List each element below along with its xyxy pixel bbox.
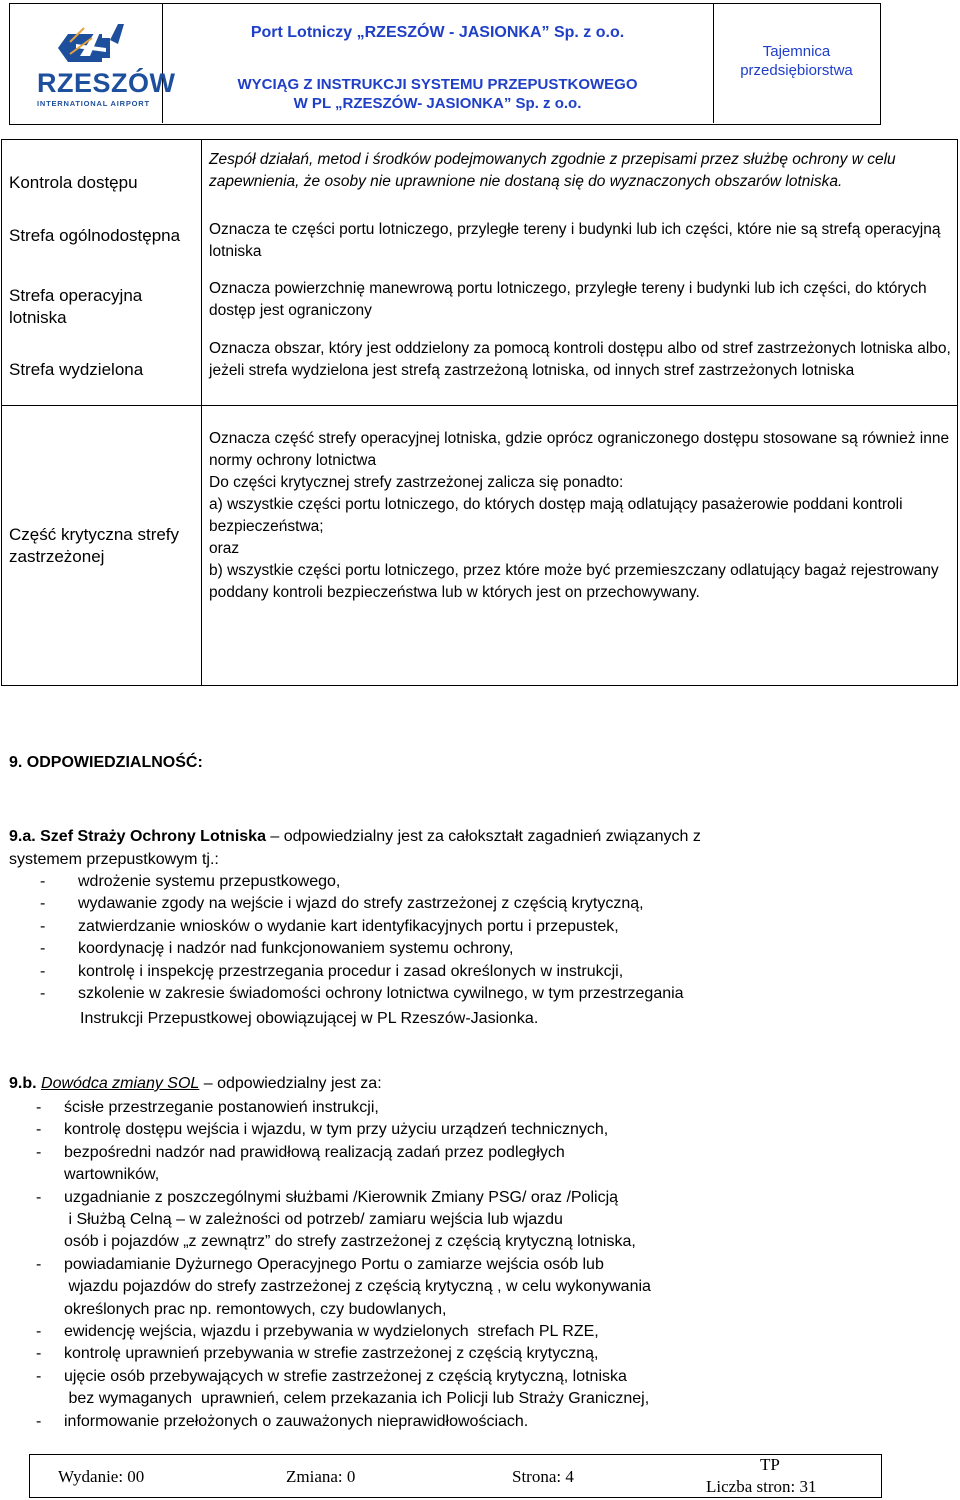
list-dash: - (36, 1323, 42, 1340)
document-header (9, 3, 881, 125)
list-item: ujęcie osób przebywających w strefie zastrzeżonej z częścią krytyczną, lotniska (64, 1367, 627, 1385)
list-item: i Służbą Celną – w zależności od potrzeb/ zamiaru wejścia lub wjazdu (64, 1211, 563, 1228)
list-dash: - (36, 1345, 42, 1363)
list-dash: - (36, 1188, 42, 1206)
list-item: ewidencję wejścia, wjazdu i przebywania w wydzielonych strefach PL RZE, (64, 1323, 599, 1340)
list-dash: - (36, 1367, 42, 1385)
list-dash: - (40, 917, 46, 935)
list-dash: - (36, 1255, 42, 1273)
list-item: wjazdu pojazdów do strefy zastrzeżonej z częścią krytyczną , w celu wykonywania (64, 1278, 651, 1296)
term-kontrola-dostepu: Kontrola dostępu (9, 173, 138, 192)
list-dash: - (40, 895, 46, 913)
list-item: wydawanie zgody na wejście i wjazd do strefy zastrzeżonej z częścią krytyczną, (78, 895, 644, 913)
list-item: powiadamianie Dyżurnego Operacyjnego Portu o zamiarze wejścia osób lub (64, 1255, 604, 1273)
list-dash: - (36, 1412, 42, 1430)
document-footer (29, 1454, 882, 1498)
list-item: osób i pojazdów „z zewnątrz” do strefy zastrzeżonej z częścią krytyczną lotniska, (64, 1233, 636, 1251)
section-9a-label: 9.a. Szef Straży Ochrony Lotniska (9, 828, 266, 845)
definition-strefa-operacyjna: Oznacza powierzchnię manewrową portu lotniczego, przyległe tereny i budynki lub ich części, do których dostęp jest ograniczony (209, 280, 927, 319)
section-9a-intro-cont: systemem przepustkowym tj.: (9, 851, 219, 868)
list-item: wartowników, (64, 1166, 160, 1184)
list-item: kontrolę uprawnień przebywania w strefie zastrzeżonej z częścią krytyczną, (64, 1345, 599, 1363)
term-strefa-ogolnodostepna: Strefa ogólnodostępna (9, 226, 181, 245)
list-item: wdrożenie systemu przepustkowego, (78, 873, 341, 890)
list-item: kontrolę i inspekcję przestrzegania procedur i zasad określonych w instrukcji, (78, 962, 624, 980)
header-title-block (162, 4, 714, 123)
term-czesc-krytyczna: Część krytyczna strefy zastrzeżonej (9, 525, 180, 566)
classification-block (713, 4, 880, 123)
airplane-logo-icon (10, 4, 162, 74)
company-name: Port Lotniczy „RZESZÓW - JASIONKA” Sp. z o.o. (250, 24, 625, 41)
list-item: bez wymaganych uprawnień, celem przekazania ich Policji lub Straży Granicznej, (64, 1390, 650, 1408)
definitions-table (1, 139, 958, 686)
footer-edition: Wydanie: 00 (58, 1467, 145, 1486)
list-dash: - (40, 873, 46, 890)
list-dash: - (36, 1121, 42, 1139)
definition-czesc-krytyczna: Oznacza część strefy operacyjnej lotniska, gdzie oprócz ograniczonego dostępu stosowane są również inne normy ochrony lotnictwa Do części krytycznej strefy zastrzeżonej zalicza się ponadto: a) wszystkie części portu lotniczego, do których dostęp mają odlatujący pasażerowie poddani kontroli bezpieczeństwa; oraz b) wszystkie części portu lotniczego, przez które może być przemieszczany odlatujący bagaż rejestrowany poddany kontroli bezpieczeństwa lub w których jest on przechowywany. (209, 430, 950, 601)
list-item: koordynację i nadzór nad funkcjonowaniem systemu ochrony, (78, 940, 514, 958)
section-9a-intro: 9.a. Szef Straży Ochrony Lotniska – odpowiedzialny jest za całokształt zagadnień związanych z (9, 828, 701, 845)
list-item: bezpośredni nadzór nad prawidłową realizacją zadań przez podległych (64, 1143, 565, 1161)
list-dash: - (36, 1099, 42, 1116)
list-item: informowanie przełożonych o zauważonych nieprawidłowościach. (64, 1412, 529, 1430)
section-9b-label: 9.b. (9, 1075, 37, 1092)
footer-page: Strona: 4 (512, 1467, 574, 1486)
footer-change: Zmiana: 0 (286, 1467, 356, 1486)
term-strefa-operacyjna: Strefa operacyjna lotniska (9, 286, 143, 327)
list-dash: - (40, 940, 46, 958)
list-item: kontrolę dostępu wejścia i wjazdu, w tym przy użyciu urządzeń technicznych, (64, 1121, 609, 1139)
section-9b-intro: 9.b. Dowódca zmiany SOL – odpowiedzialny jest za: (9, 1075, 382, 1092)
airport-logo (10, 4, 176, 123)
list-item: ścisłe przestrzeganie postanowień instrukcji, (64, 1099, 379, 1116)
definition-kontrola-dostepu: Zespół działań, metod i środków podejmowanych zgodnie z przepisami przez służbę ochrony w celu zapewnienia, że osoby nie uprawnione nie dostaną się do wyznaczonych obszarów lotniska. (209, 151, 896, 190)
classification-line-2: przedsiębiorstwa (740, 62, 853, 79)
list-dash: - (40, 985, 46, 1002)
list-item: określonych prac np. remontowych, czy budowlanych, (64, 1300, 447, 1318)
section-9a-item-6-cont: Instrukcji Przepustkowej obowiązującej w PL Rzeszów-Jasionka. (80, 1010, 539, 1027)
definition-strefa-wydzielona: Oznacza obszar, który jest oddzielony za pomocą kontroli dostępu albo od stref zastrzeżonych lotniska albo, jeżeli strefa wydzielona jest strefą zastrzeżoną lotniska, od innych stref zastrzeżonych lotniska (209, 340, 951, 379)
list-dash: - (36, 1143, 42, 1161)
classification-line-1: Tajemnica (762, 43, 831, 60)
logo-wordmark: RZESZÓW (37, 68, 176, 98)
document-title: WYCIĄG Z INSTRUKCJI SYSTEMU PRZEPUSTKOWEGO W PL „RZESZÓW- JASIONKA” Sp. z o.o. (237, 76, 638, 112)
section-9b-role: Dowódca zmiany SOL (41, 1075, 200, 1092)
section-heading: 9. ODPOWIEDZIALNOŚĆ: (9, 754, 203, 771)
list-item: zatwierdzanie wniosków o wydanie kart identyfikacyjnych portu i przepustek, (78, 917, 619, 935)
footer-tp: TP (760, 1455, 780, 1474)
definition-strefa-ogolnodostepna: Oznacza te części portu lotniczego, przyległe tereny i budynki lub ich części, które nie są strefą operacyjną lotniska (209, 221, 941, 260)
list-dash: - (40, 962, 46, 980)
list-item: uzgadnianie z poszczególnymi służbami /Kierownik Zmiany PSG/ oraz /Policją (64, 1188, 619, 1206)
logo-subtitle: INTERNATIONAL AIRPORT (37, 99, 150, 108)
list-item: szkolenie w zakresie świadomości ochrony lotnictwa cywilnego, w tym przestrzegania (78, 985, 684, 1002)
footer-pages-total: Liczba stron: 31 (706, 1477, 817, 1496)
term-strefa-wydzielona: Strefa wydzielona (9, 360, 144, 379)
